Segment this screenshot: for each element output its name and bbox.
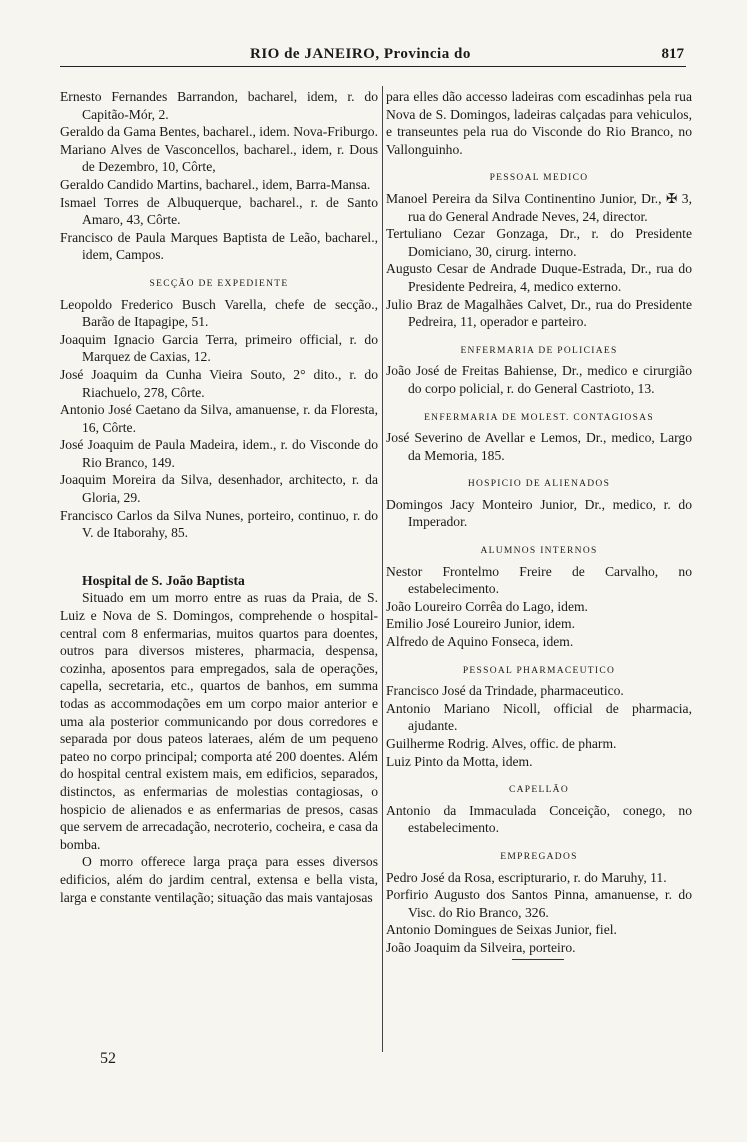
running-title: RIO de JANEIRO, Provincia do: [250, 46, 471, 62]
list-item: José Joaquim da Cunha Vieira Souto, 2° dito., r. do Riachuelo, 278, Côrte.: [60, 366, 378, 400]
list-item: Luiz Pinto da Motta, idem.: [386, 753, 533, 769]
list-item: Antonio Mariano Nicoll, official de pharmacia, ajudante.: [386, 700, 692, 734]
hospital-title: Hospital de S. João Baptista: [82, 572, 245, 588]
list-item: Manoel Pereira da Silva Continentino Junior, Dr., ✠ 3, rua do General Andrade Neves, 24, director.: [386, 190, 692, 224]
list-item: João Joaquim da Silveira, porteiro.: [386, 939, 576, 955]
section-heading-enfermaria-contagiosas: ENFERMARIA DE MOLEST. CONTAGIOSAS: [424, 412, 654, 423]
list-item: Leopoldo Frederico Busch Varella, chefe de secção., Barão de Itapagipe, 51.: [60, 296, 378, 330]
page-number: 817: [661, 46, 684, 62]
list-item: Nestor Frontelmo Freire de Carvalho, no estabelecimento.: [386, 563, 692, 597]
page-header: [60, 44, 686, 67]
list-item: Ismael Torres de Albuquerque, bacharel., r. de Santo Amaro, 43, Côrte.: [60, 194, 378, 228]
hospital-description: Situado em um morro entre as ruas da Praia, de S. Luiz e Nova de S. Domingos, comprehende o hospital-central com 8 enfermarias, muitos quartos para doentes, outros para diversos misteres, pharmacia, despensa, cozinha, aposentos para empregados, sala de operações, capella, secretaria, etc., quartos de banhos, em summa todas as accommodações em um corpo maior anterior e uma ala posterior communicando por dous corredores e separada por dous pateos lateraes, além de um pequeno pateo no corpo principal; comporta até 200 doentes. Além do hospital central existem mais, em edificios, separados, distinctos, as enfermarias de molestias contagiosas, o hospicio de alienados e as enfermarias de presos, casas que servem de arrecadação, necroterio, cocheira, e casa da bomba.: [60, 590, 378, 852]
end-rule: [512, 959, 564, 960]
section-heading-capellao: CAPELLÃO: [508, 785, 569, 796]
section-heading-empregados: EMPREGADOS: [500, 851, 578, 862]
list-item: Tertuliano Cezar Gonzaga, Dr., r. do Presidente Domiciano, 30, cirurg. interno.: [386, 226, 692, 259]
list-item: Antonio Domingues de Seixas Junior, fiel.: [386, 922, 617, 938]
list-item: Antonio José Caetano da Silva, amanuense, r. da Floresta, 16, Côrte.: [60, 402, 378, 435]
list-item: Geraldo Candido Martins, bacharel., idem, Barra-Mansa.: [60, 176, 371, 192]
section-heading-alumnos-internos: ALUMNOS INTERNOS: [480, 546, 598, 557]
section-heading-expediente: SECÇÃO DE EXPEDIENTE: [149, 278, 289, 289]
list-item: Augusto Cesar de Andrade Duque-Estrada, Dr., rua do Presidente Pedreira, 4, medico externo.: [386, 261, 692, 294]
list-item: José Severino de Avellar e Lemos, Dr., medico, Largo da Memoria, 185.: [386, 430, 692, 463]
left-column: [60, 88, 378, 906]
list-item: João Loureiro Corrêa do Lago, idem.: [386, 598, 588, 614]
section-heading-enfermaria-policiaes: ENFERMARIA DE POLICIAES: [460, 345, 618, 356]
list-item: Geraldo da Gama Bentes, bacharel., idem. Nova-Friburgo.: [60, 124, 378, 140]
list-item: Domingos Jacy Monteiro Junior, Dr., medico, r. do Imperador.: [386, 496, 692, 530]
list-item: Alfredo de Aquino Fonseca, idem.: [386, 634, 574, 650]
hospital-description-continuation: para elles dão accesso ladeiras com escadinhas pela rua Nova de S. Domingos, ladeiras calçadas para vehiculos, e transeuntes pela rua do Visconde do Rio Branco, no Vallonguinho.: [386, 89, 692, 157]
list-item: Guilherme Rodrig. Alves, offic. de pharm.: [386, 736, 617, 751]
folio-number: 52: [100, 1050, 116, 1067]
list-item: Francisco de Paula Marques Baptista de Leão, bacharel., idem, Campos.: [60, 229, 378, 263]
section-heading-pessoal-pharmaceutico: PESSOAL PHARMACEUTICO: [462, 665, 616, 676]
list-item: Joaquim Ignacio Garcia Terra, primeiro official, r. do Marquez de Caxias, 12.: [60, 331, 378, 365]
list-item: José Joaquim de Paula Madeira, idem., r. do Visconde do Rio Branco, 149.: [60, 437, 378, 470]
list-item: Emilio José Loureiro Junior, idem.: [386, 616, 575, 632]
list-item: Joaquim Moreira da Silva, desenhador, architecto, r. da Gloria, 29.: [60, 472, 378, 506]
section-heading-hospicio-alienados: HOSPICIO DE ALIENADOS: [467, 479, 611, 490]
list-item: Porfirio Augusto dos Santos Pinna, amanuense, r. do Visc. do Rio Branco, 326.: [386, 887, 692, 920]
list-item: Francisco Carlos da Silva Nunes, porteiro, continuo, r. do V. de Itaborahy, 85.: [60, 507, 378, 541]
column-divider: [382, 86, 383, 1052]
hospital-description-continued: O morro offerece larga praça para esses diversos edificios, além do jardim central, extensa e bella vista, larga e constante ventilação; situação das mais vantajosas: [60, 854, 378, 905]
section-heading-pessoal-medico: PESSOAL MEDICO: [489, 173, 589, 184]
list-item: Mariano Alves de Vasconcellos, bacharel., idem, r. Dous de Dezembro, 10, Côrte,: [60, 141, 378, 175]
list-item: Ernesto Fernandes Barrandon, bacharel, idem, r. do Capitão-Mór, 2.: [60, 89, 378, 122]
list-item: Julio Braz de Magalhães Calvet, Dr., rua do Presidente Pedreira, 11, operador e parteiro.: [386, 296, 692, 330]
list-item: Antonio da Immaculada Conceição, conego, no estabelecimento.: [386, 802, 692, 836]
list-item: João José de Freitas Bahiense, Dr., medico e cirurgião do corpo policial, r. do General Castrioto, 13.: [386, 363, 692, 396]
list-item: Pedro José da Rosa, escripturario, r. do Maruhy, 11.: [386, 869, 667, 885]
list-item: Francisco José da Trindade, pharmaceutico.: [386, 683, 624, 699]
right-column: [386, 88, 692, 960]
